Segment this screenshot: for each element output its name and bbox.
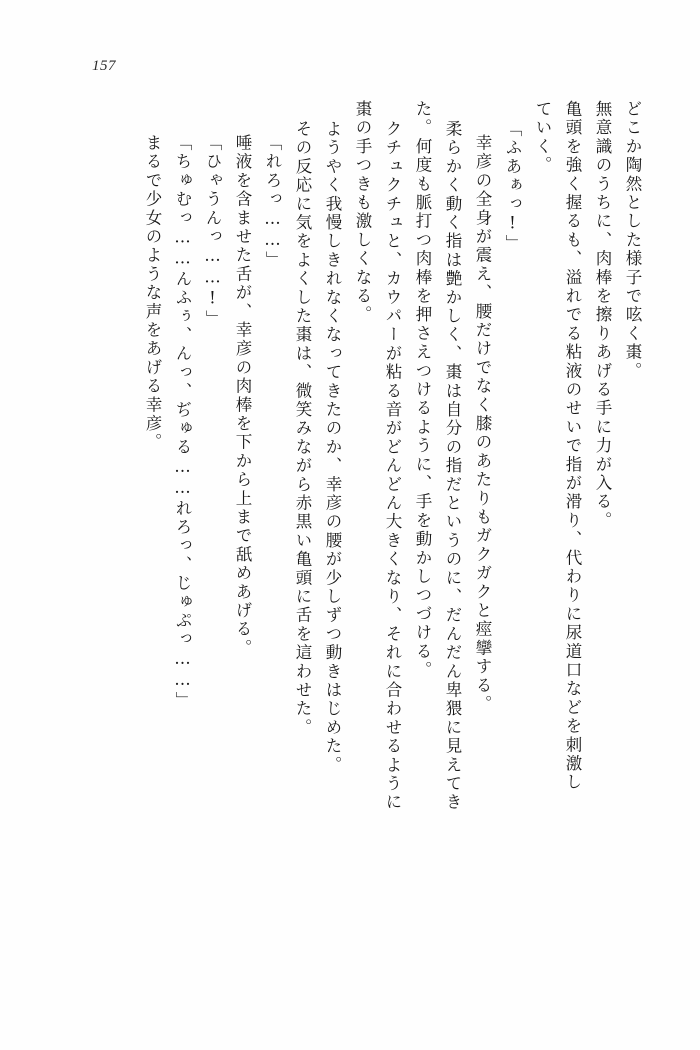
- text-column: クチュクチュと、カウパーが粘る音がどんどん大きくなり、それに合わせるように: [383, 120, 402, 812]
- text-column: 亀頭を強く握るも、溢れでる粘液のせいで指が滑り、代わりに尿道口などを刺激し: [563, 100, 582, 792]
- text-column: 「ひゃうんっ……!」: [203, 134, 222, 329]
- text-column: ていく。: [533, 100, 552, 175]
- text-column: 「ふあぁっ!」: [503, 120, 522, 254]
- text-column: 柔らかく動く指は艶かしく、棗は自分の指だというのに、だんだん卑猥に見えてき: [443, 120, 462, 812]
- text-column: その反応に気をよくした棗は、微笑みながら赤黒い亀頭に舌を這わせた。: [293, 120, 312, 738]
- vertical-text-block: [110, 100, 640, 930]
- text-column: た。何度も脈打つ肉棒を押さえつけるように、手を動かしつづける。: [413, 100, 432, 680]
- text-column: 無意識のうちに、肉棒を擦りあげる手に力が入る。: [593, 100, 612, 531]
- text-column: 「ちゅむっ……んふぅ、んっ、ぢゅる……れろっ、じゅぷっ……」: [173, 134, 192, 710]
- text-column: 「れろっ……」: [263, 134, 282, 270]
- text-column: まるで少女のような声をあげる幸彦。: [143, 134, 162, 452]
- page-number: 157: [92, 58, 116, 74]
- text-column: どこか陶然とした様子で呟く棗。: [623, 100, 642, 381]
- text-column: 幸彦の全身が震え、腰だけでなく膝のあたりもガクガクと痙攣する。: [473, 134, 492, 714]
- text-column: 唾液を含ませた舌が、幸彦の肉棒を下から上まで舐めあげる。: [233, 134, 252, 658]
- text-column: 棗の手つきも激しくなる。: [353, 100, 372, 325]
- text-column: ようやく我慢しきれなくなってきたのか、幸彦の腰が少しずつ動きはじめた。: [323, 120, 342, 775]
